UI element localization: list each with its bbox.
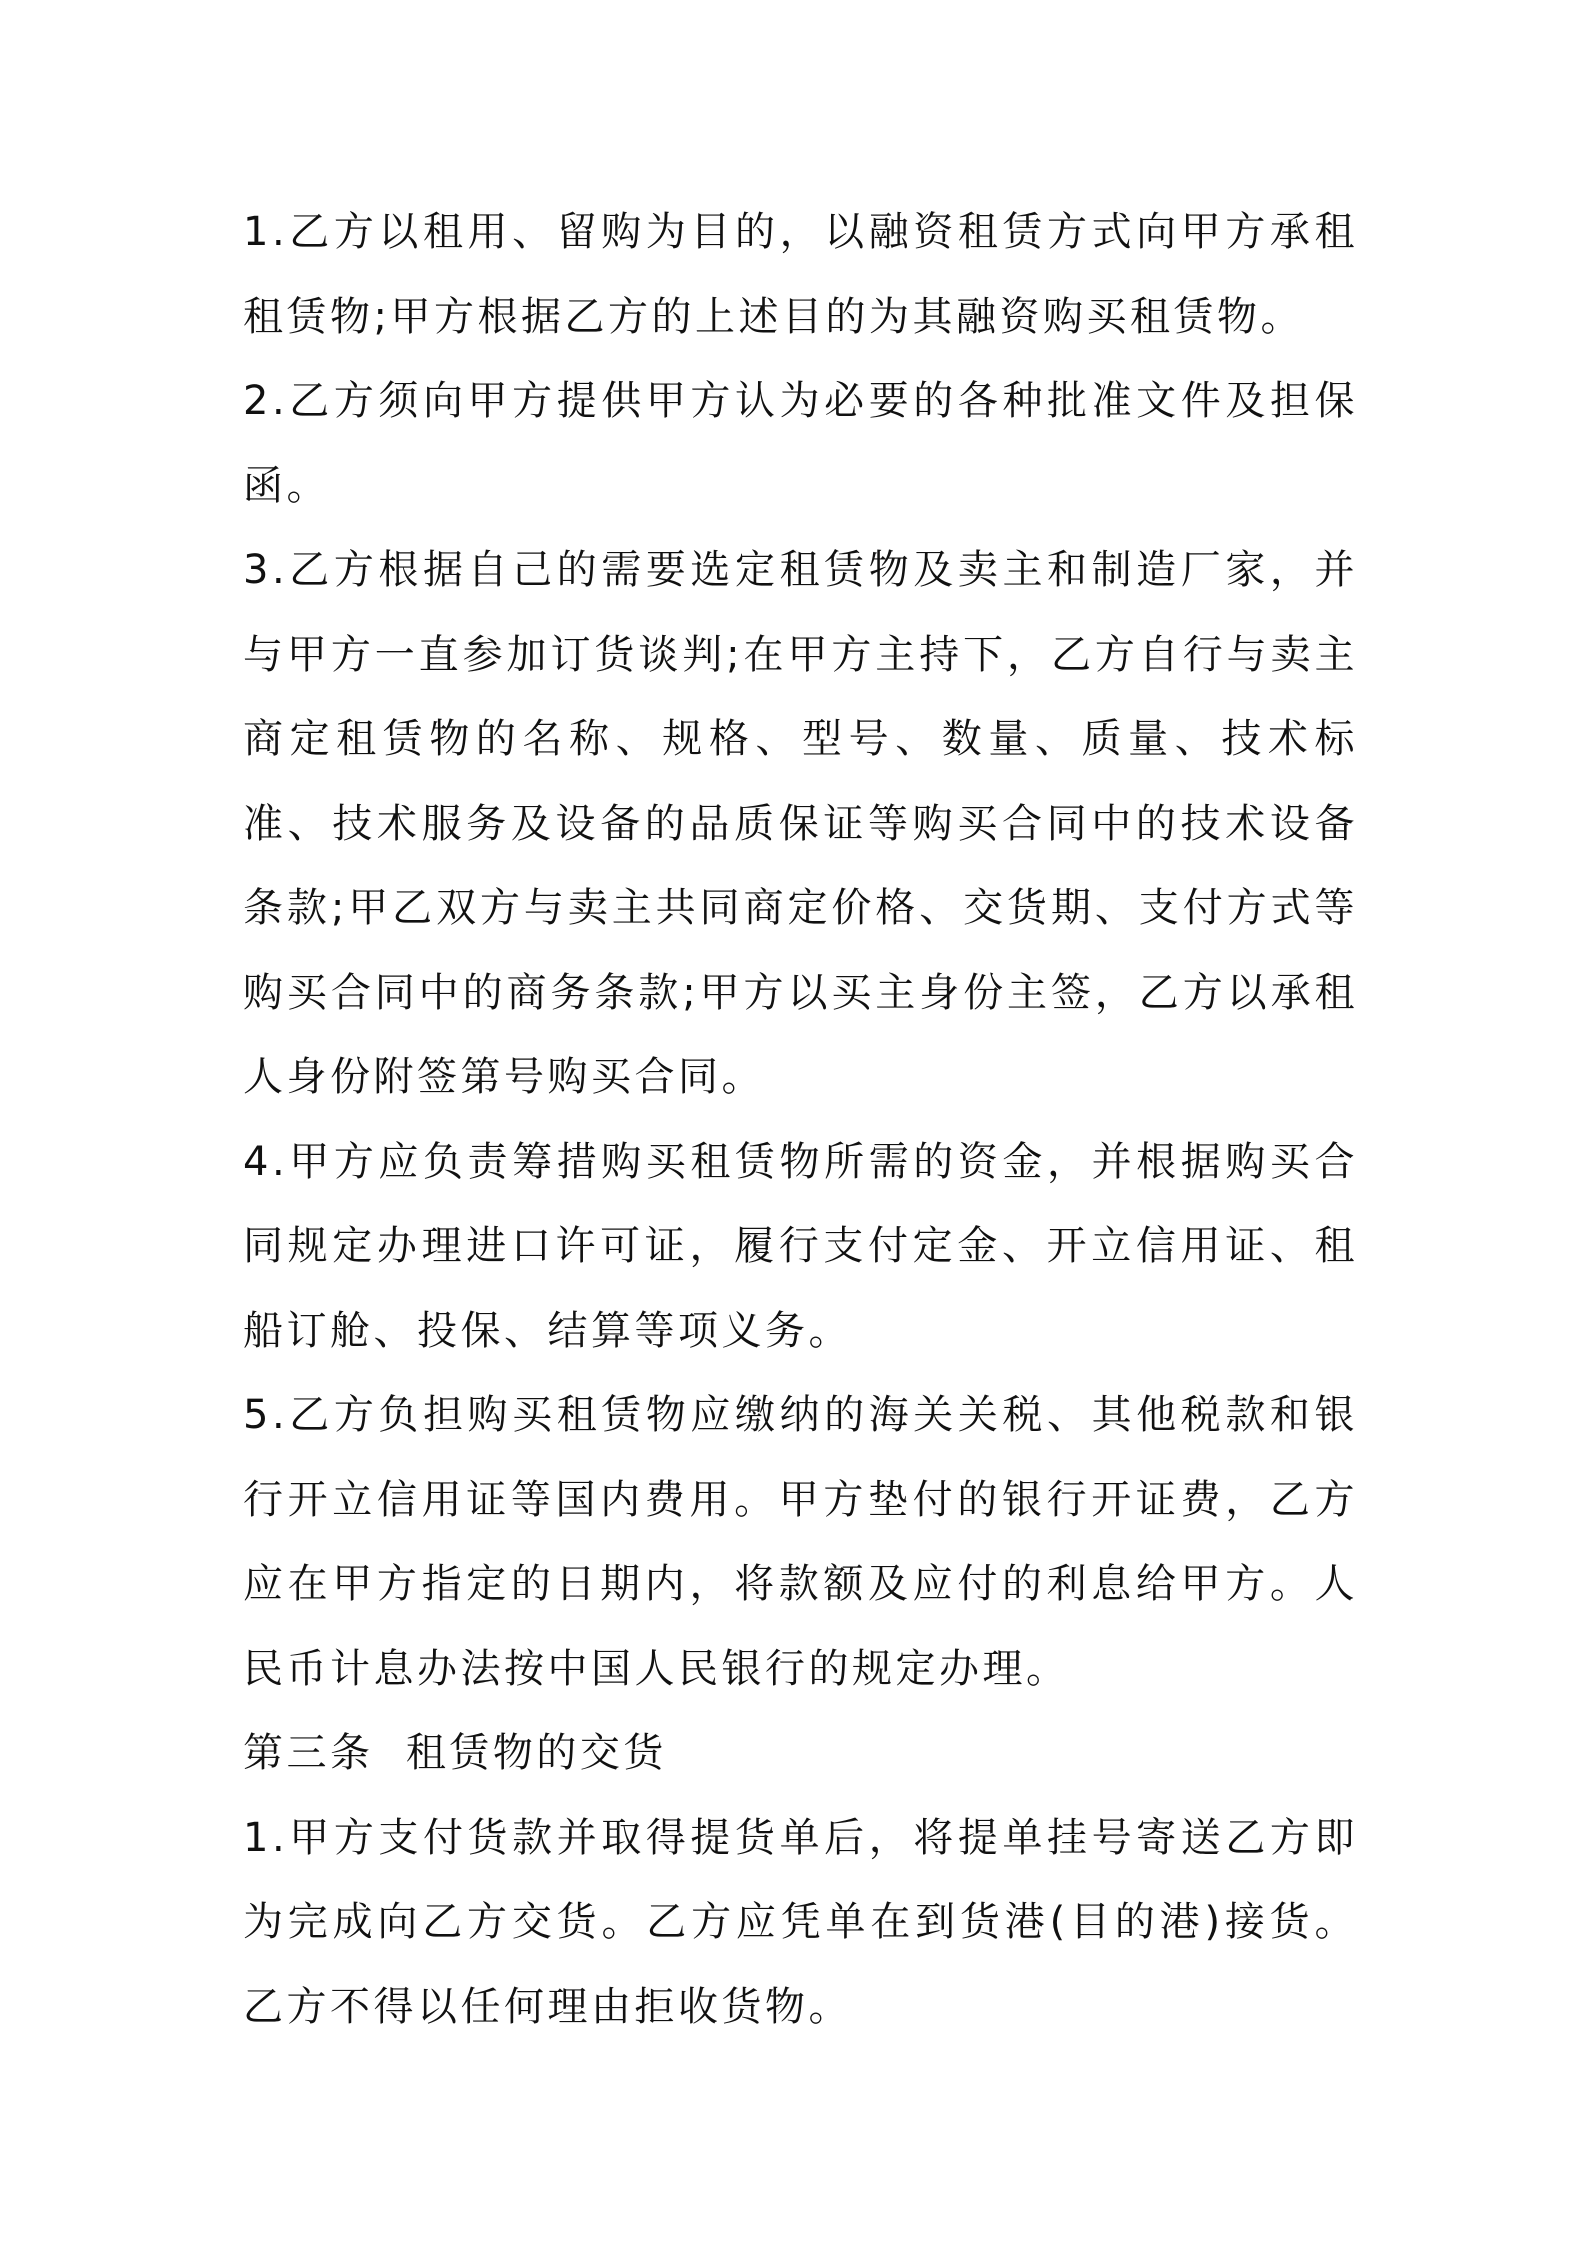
document-body [243,190,1358,2049]
clause-3-paragraph: 3.乙方根据自己的需要选定租赁物及卖主和制造厂家，并与甲方一直参加订货谈判;在甲方主持下，乙方自行与卖主商定租赁物的名称、规格、型号、数量、质量、技术标准、技术服务及设备的品质保证等购买合同中的技术设备条款;甲乙双方与卖主共同商定价格、交货期、支付方式等购买合同中的商务条款;甲方以买主身份主签，乙方以承租人身份附签第号购买合同。 [243,547,1358,1100]
clause-5-paragraph: 5.乙方负担购买租赁物应缴纳的海关关税、其他税款和银行开立信用证等国内费用。甲方垫付的银行开证费，乙方应在甲方指定的日期内，将款额及应付的利息给甲方。人民币计息办法按中国人民银行的规定办理。 [243,1392,1358,1692]
clause-1-paragraph: 1.乙方以租用、留购为目的，以融资租赁方式向甲方承租租赁物;甲方根据乙方的上述目的为其融资购买租赁物。 [243,209,1358,340]
article-3-clause-1-paragraph: 1.甲方支付货款并取得提货单后，将提单挂号寄送乙方即为完成向乙方交货。乙方应凭单在到货港(目的港)接货。乙方不得以任何理由拒收货物。 [243,1814,1358,2030]
section-heading-article-3: 第三条 租赁物的交货 [243,1730,667,1776]
clause-2-paragraph: 2.乙方须向甲方提供甲方认为必要的各种批准文件及担保函。 [243,378,1358,509]
clause-4-paragraph: 4.甲方应负责筹措购买租赁物所需的资金，并根据购买合同规定办理进口许可证，履行支付定金、开立信用证、租船订舱、投保、结算等项义务。 [243,1138,1358,1354]
